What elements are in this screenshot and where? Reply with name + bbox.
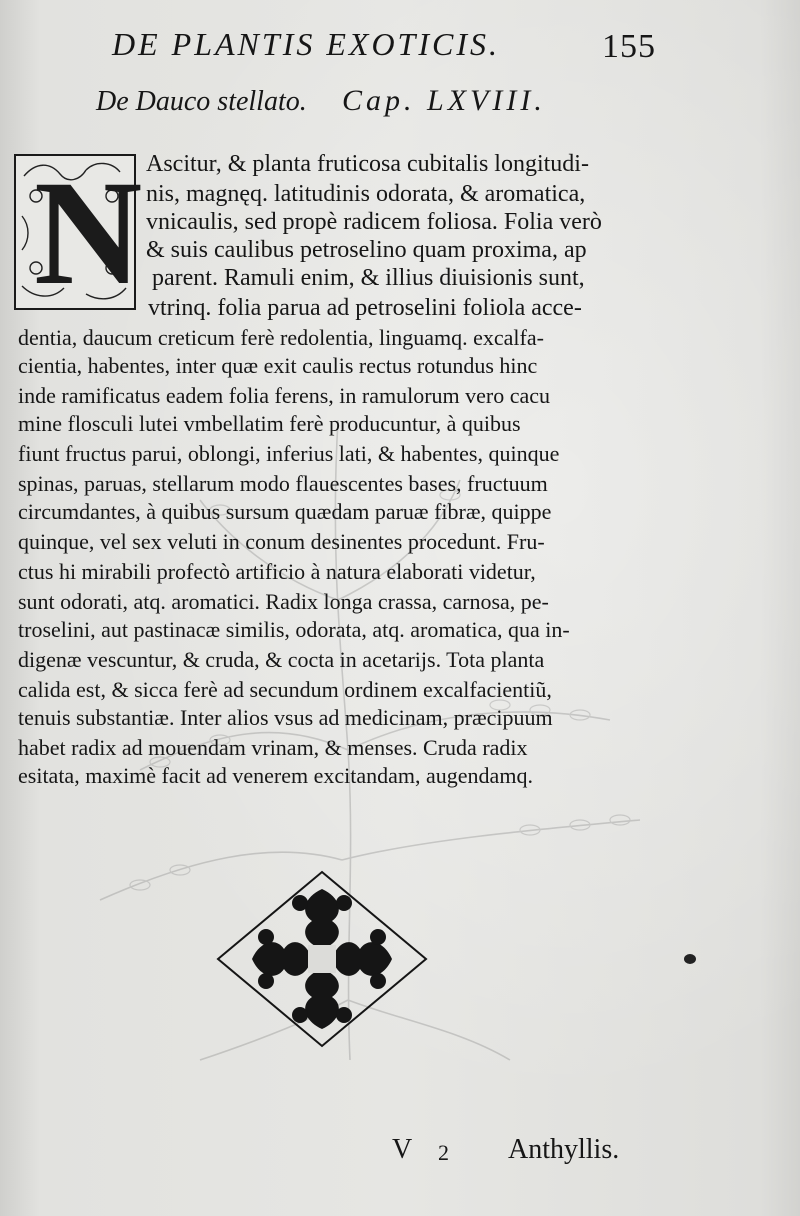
- body-line: esitata, maximè facit ad venerem excitandam, augendamq.: [18, 763, 533, 788]
- body-line: dentia, daucum creticum ferè redolentia, linguamq. excalfa-: [18, 325, 544, 350]
- body-line: nis, magnęq. latitudinis odorata, & aromatica,: [146, 181, 586, 207]
- signature-mark-number: 2: [438, 1140, 449, 1165]
- catchword: Anthyllis.: [508, 1134, 620, 1165]
- ink-speck: [684, 954, 696, 964]
- body-line: calida est, & sicca ferè ad secundum ordinem excalfacientiũ,: [18, 677, 552, 702]
- body-line: sunt odorati, atq. aromatici. Radix longa crassa, carnosa, pe-: [18, 589, 549, 614]
- body-line: vnicaulis, sed propè radicem foliosa. Folia verò: [146, 209, 602, 235]
- body-line: fiunt fructus parui, oblongi, inferius lati, & habentes, quinque: [18, 441, 560, 466]
- signature-mark-letter: V: [392, 1134, 413, 1165]
- body-line: vtrinq. folia parua ad petroselini foliola acce-: [148, 295, 582, 321]
- chapter-number: Cap. LXVIII.: [342, 84, 546, 117]
- body-line: habet radix ad mouendam vrinam, & menses. Cruda radix: [18, 735, 528, 760]
- body-line: digenæ vescuntur, & cruda, & cocta in acetarijs. Tota planta: [18, 647, 545, 672]
- body-line: tenuis substantiæ. Inter alios vsus ad medicinam, præcipuum: [18, 705, 553, 730]
- body-line: ctus hi mirabili profectò artificio à natura elaborati videtur,: [18, 559, 536, 584]
- body-line: quinque, vel sex veluti in conum desinentes procedunt. Fru-: [18, 529, 545, 554]
- body-line: spinas, paruas, stellarum modo flauescentes bases, fructuum: [18, 471, 548, 496]
- body-line: parent. Ramuli enim, & illius diuisionis sunt,: [152, 265, 585, 291]
- page-number: 155: [602, 28, 656, 65]
- body-line: & suis caulibus petroselino quam proxima, ap: [146, 237, 587, 263]
- body-line: circumdantes, à quibus sursum quædam paruæ fibræ, quippe: [18, 499, 552, 524]
- body-line: inde ramificatus eadem folia ferens, in ramulorum vero cacu: [18, 383, 551, 408]
- chapter-title: De Dauco stellato.: [96, 86, 307, 117]
- decorated-initial: [14, 150, 143, 316]
- body-line: troselini, aut pastinacæ similis, odorata, atq. aromatica, qua in-: [18, 617, 570, 642]
- body-line: Ascitur, & planta fruticosa cubitalis longitudi-: [146, 151, 589, 177]
- drop-cap-letter: N: [34, 150, 143, 316]
- printers-ornament: [212, 866, 432, 1052]
- body-line: mine flosculi lutei vmbellatim ferè producuntur, à quibus: [18, 411, 521, 436]
- running-head: DE PLANTIS EXOTICIS.: [112, 26, 500, 62]
- body-line: cientia, habentes, inter quæ exit caulis rectus rotundus hinc: [18, 353, 538, 378]
